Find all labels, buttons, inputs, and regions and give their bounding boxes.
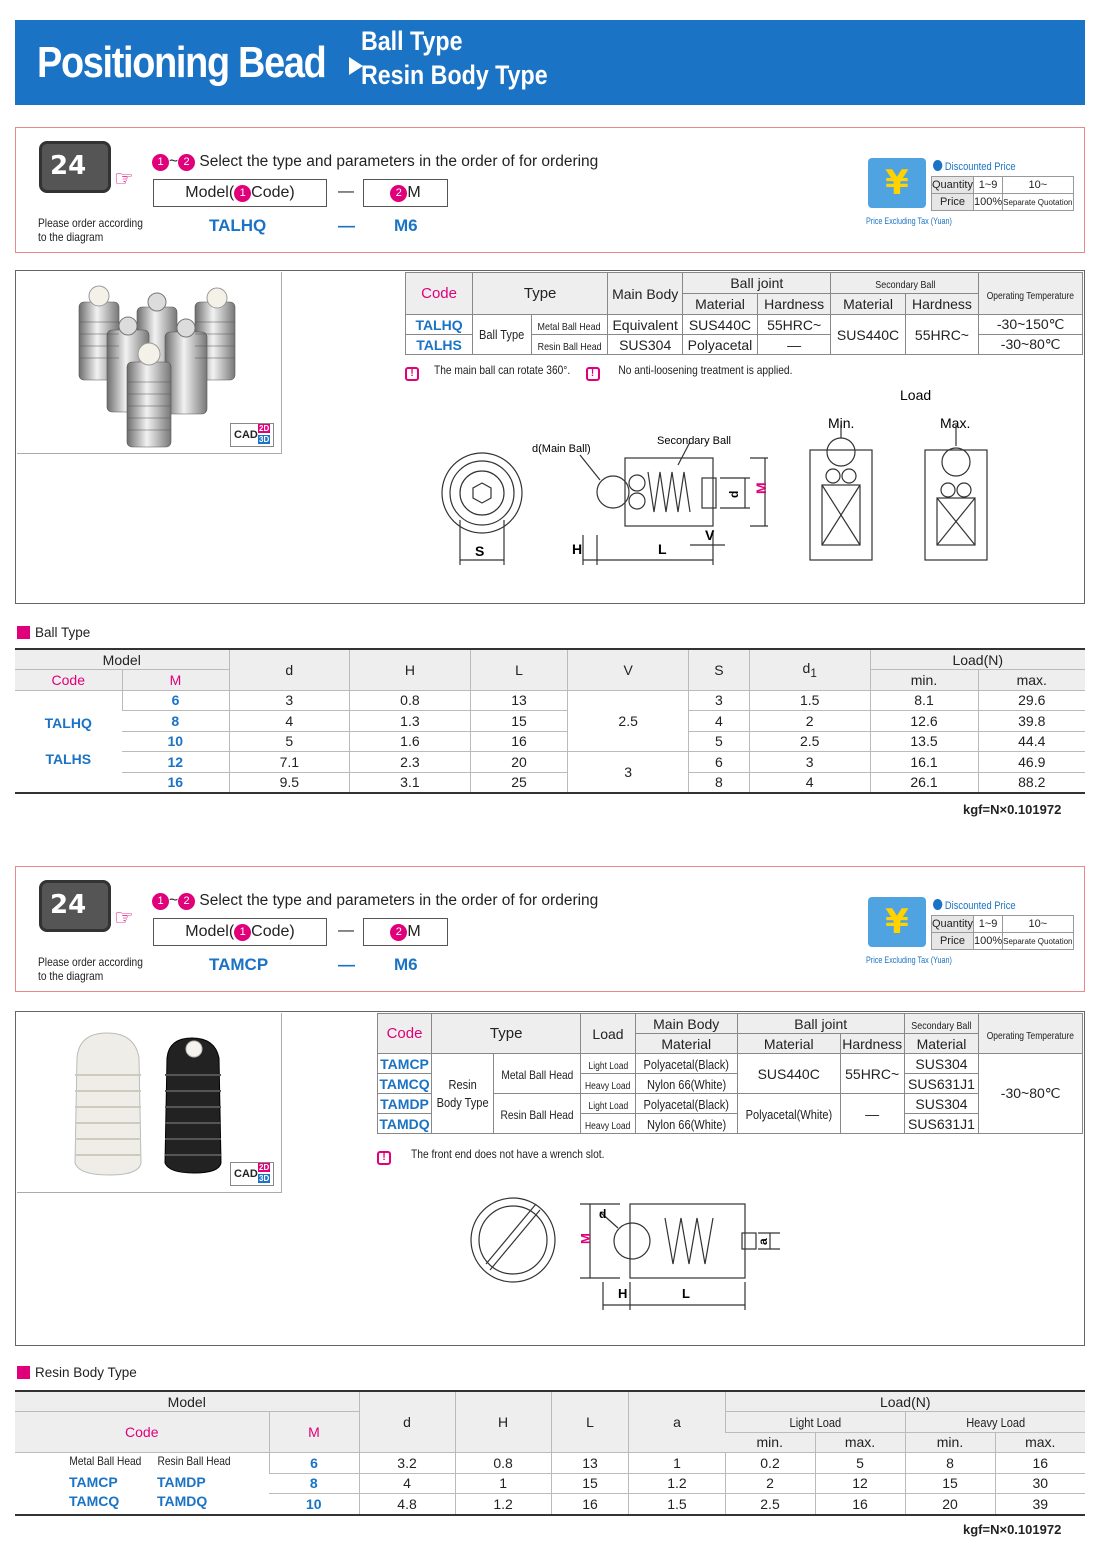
warning-icon: ! <box>377 1151 391 1165</box>
discounted-price-title: Discounted Price <box>933 899 1016 912</box>
cad-badge[interactable]: CAD 2D 3D <box>230 423 274 447</box>
separator-dash: — <box>338 922 354 939</box>
yen-icon: ¥ <box>868 897 926 947</box>
m-size-field[interactable]: 2 M <box>363 918 448 946</box>
load-max-label: Max. <box>940 415 971 431</box>
kgf-conversion-ball: kgf=N×0.101972 <box>963 802 1062 817</box>
warning-icon: ! <box>586 367 600 381</box>
secondary-ball-label: Secondary Ball <box>657 435 731 447</box>
model-code-field[interactable]: Model( 1 Code) <box>153 179 327 207</box>
pointing-hand-icon: ☞ <box>114 905 134 930</box>
example-code: TAMCP <box>209 955 269 974</box>
discounted-price-title: Discounted Price <box>933 160 1016 173</box>
svg-text:L: L <box>658 541 667 557</box>
order-hint: Please order according to the diagram <box>38 955 143 983</box>
ball-type-photo <box>17 272 282 454</box>
model-code-field[interactable]: Model( 1 Code) <box>153 918 327 946</box>
warning-icon: ! <box>405 367 419 381</box>
phone-24-icon: 24 <box>39 141 111 193</box>
code-talhq: TALHQ <box>406 315 473 335</box>
example-m: M6 <box>394 216 418 235</box>
svg-text:L: L <box>682 1286 690 1301</box>
order-instruction: 1 ~ 2 Select the type and parameters in the order of for ordering <box>152 153 598 171</box>
pointing-hand-icon: ☞ <box>114 166 134 191</box>
yen-icon: ¥ <box>868 158 926 208</box>
ball-type-diagram <box>420 380 1080 590</box>
kgf-conversion-resin: kgf=N×0.101972 <box>963 1522 1062 1537</box>
example-dash: — <box>338 955 355 974</box>
price-table: Quantity 1~9 10~ Price 100% Separate Quotation <box>931 176 1074 211</box>
price-excl-tax: Price Excluding Tax (Yuan) <box>866 216 952 226</box>
main-ball-label: d(Main Ball) <box>532 443 591 455</box>
example-dash: — <box>338 216 355 235</box>
resin-type-diagram <box>460 1190 790 1320</box>
resin-dimension-table: Model d H L a Load(N) Code M Light Load Heavy Load min. max. min. max. Metal Ball Head Resin Ball Head TAMCP TAMDP TAMCQ TAMDQ 6 3.2 0.8 13 1 0.2 5 8 16 8 4 1 15 1.2 2 12 15 30 10 4.8 1.2 16 1.5 2.5 16 20 39 <box>15 1390 1085 1516</box>
svg-text:d: d <box>599 1207 607 1221</box>
example-code: TALHQ <box>209 216 267 235</box>
svg-text:M: M <box>578 1233 593 1244</box>
example-m: M6 <box>394 955 418 974</box>
page-header <box>15 20 1085 105</box>
order-box-2 <box>15 866 1085 992</box>
order-hint: Please order according to the diagram <box>38 216 143 244</box>
page-subtitle-resin: Resin Body Type <box>361 60 548 90</box>
code-talhs: TALHS <box>406 335 473 355</box>
load-label: Load <box>900 387 932 403</box>
cad-badge[interactable]: CAD 2D 3D <box>230 1162 274 1186</box>
page-title: Positioning Bead <box>37 38 326 87</box>
order-box-1 <box>15 127 1085 253</box>
order-instruction: 1 ~ 2 Select the type and parameters in the order of for ordering <box>152 892 598 910</box>
resin-type-photo <box>17 1013 282 1193</box>
spec-note-ball: ! The main ball can rotate 360°. ! No anti-loosening treatment is applied. <box>405 363 807 381</box>
price-table: Quantity 1~9 10~ Price 100% Separate Quotation <box>931 915 1074 950</box>
spec-note-resin: ! The front end does not have a wrench slot. <box>377 1147 621 1165</box>
ball-dimension-table: Model d H L V S $d_1$ Load(N) Code M min. max. TALHQ TALHS 6 3 0.8 13 2.5 3 1.5 8.1 29.6 8 4 1.3 15 4 2 12.6 39.8 10 5 1.6 16 5 2.5 13.5 44.4 12 7.1 2.3 20 3 6 3 16.1 46.9 16 9.5 3.1 25 8 4 26.1 88.2 <box>15 648 1085 794</box>
m-size-field[interactable]: 2 M <box>363 179 448 207</box>
svg-text:a: a <box>756 1238 770 1245</box>
load-min-label: Min. <box>828 415 855 431</box>
svg-text:V: V <box>705 527 715 543</box>
svg-text:S: S <box>475 543 485 559</box>
phone-24-icon: 24 <box>39 880 111 932</box>
page-subtitle-ball: Ball Type <box>361 26 463 56</box>
svg-text:d: d <box>727 490 741 498</box>
section-resin-body-type: Resin Body Type <box>17 1365 137 1380</box>
section-ball-type: Ball Type <box>17 625 90 640</box>
svg-text:H: H <box>618 1286 628 1301</box>
spec-table-ball: Code Type Main Body Ball joint Secondary Ball Operating Temperature Material Hardness Material Hardness TALHQ Ball Type Metal Ball Head Equivalent SUS440C 55HRC~ SUS440C 55HRC~ -30~150℃ TALHS Resin Ball Head SUS304 Polyacetal — -30~80℃ <box>405 272 1083 355</box>
spec-table-resin: Code Type Load Main Body Ball joint Secondary Ball Operating Temperature Material Material Hardness Material TAMCP Resin Body Type Metal Ball Head Light Load Polyacetal(Black) SUS440C 55HRC~ SUS304 -30~80℃ TAMCQ Heavy Load Nylon 66(White) SUS631J1 TAMDP Resin Ball Head Light Load Polyacetal(Black) Polyacetal(White) — SUS304 TAMDQ Heavy Load Nylon 66(White) SUS631J1 <box>377 1013 1083 1134</box>
price-excl-tax: Price Excluding Tax (Yuan) <box>866 955 952 965</box>
separator-dash: — <box>338 183 354 200</box>
svg-text:H: H <box>572 541 583 557</box>
svg-text:M: M <box>753 482 769 494</box>
